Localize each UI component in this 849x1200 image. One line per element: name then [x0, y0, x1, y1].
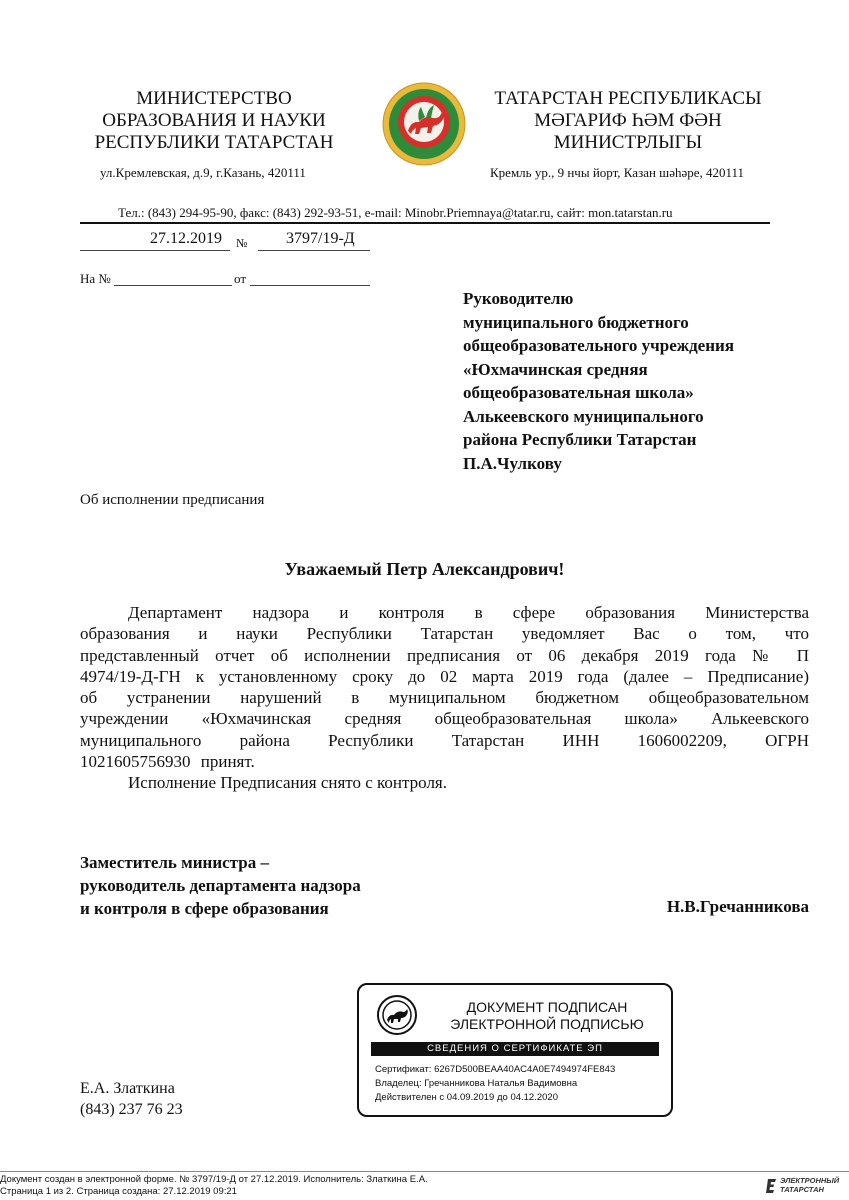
body-line: образования и науки Республики Татарстан уведомляет Вас о том, что	[80, 624, 809, 644]
reply-number-underline	[114, 285, 232, 286]
addressee-line: Алькеевского муниципального	[463, 406, 704, 426]
contacts-line: Тел.: (843) 294-95-90, факс: (843) 292-93-51, e-mail: Minobr.Priemnaya@tatar.ru, сайт: mon.tatarstan.ru	[118, 205, 673, 220]
footer-line: Страница 1 из 2. Страница создана: 27.12.2019 09:21	[0, 1186, 237, 1197]
registration-number: 3797/19-Д	[286, 230, 355, 247]
stamp-title-line: ЭЛЕКТРОННОЙ ПОДПИСЬЮ	[450, 1016, 644, 1032]
body-line: 1021605756930 принят.	[80, 752, 255, 772]
position-line: Заместитель министра –	[80, 853, 269, 872]
position-line: руководитель департамента надзора	[80, 876, 361, 895]
stamp-title	[437, 999, 657, 1033]
header-divider	[80, 222, 770, 224]
address-tt: Кремль ур., 9 нчы йорт, Казан шәһәре, 420111	[490, 165, 745, 180]
reply-prefix: На №	[80, 271, 111, 286]
addressee-line: «Юхмачинская средняя	[463, 359, 648, 379]
ministry-name-ru	[80, 88, 348, 154]
addressee-line: П.А.Чулкову	[463, 453, 562, 473]
executor-name: Е.А. Златкина	[80, 1080, 175, 1097]
executor-phone: (843) 237 76 23	[80, 1101, 183, 1118]
registration-date: 27.12.2019	[150, 230, 222, 247]
letter-body	[80, 602, 809, 794]
body-line: учреждении «Юхмачинская средняя общеобразовательная школа» Алькеевского	[80, 709, 809, 729]
addressee-line: общеобразовательная школа»	[463, 383, 694, 402]
number-underline	[258, 250, 370, 251]
body-line: 4974/19-Д-ГН к установленному сроку до 02 марта 2019 года (далее – Предписание)	[80, 666, 809, 686]
salutation: Уважаемый Петр Александрович!	[284, 559, 565, 579]
ministry-name-ru-line: МИНИСТЕРСТВО	[136, 88, 292, 109]
logo-text	[780, 1177, 839, 1194]
logo-mark-icon	[766, 1178, 778, 1194]
stamp-validity: Действителен с 04.09.2019 до 04.12.2020	[375, 1092, 558, 1103]
signatory-name: Н.В.Гречанникова	[666, 897, 809, 916]
footer-info	[0, 1174, 428, 1198]
body-line: об устранении нарушений в муниципальном бюджетном общеобразовательном	[80, 688, 809, 708]
addressee-line: района Республики Татарстан	[463, 430, 697, 449]
ministry-name-tt-line: ТАТАРСТАН РЕСПУБЛИКАСЫ	[494, 88, 762, 109]
signatory-position	[80, 851, 361, 920]
reply-from: от	[234, 271, 247, 286]
body-line: Департамент надзора и контроля в сфере образования Министерства	[128, 603, 809, 622]
ministry-name-tt	[480, 88, 776, 154]
letter-subject: Об исполнении предписания	[80, 492, 265, 508]
executor-block	[80, 1078, 183, 1120]
logo-line: ТАТАРСТАН	[780, 1184, 824, 1194]
ministry-name-ru-line: ОБРАЗОВАНИЯ И НАУКИ	[102, 110, 326, 131]
address-ru: ул.Кремлевская, д.9, г.Казань, 420111	[100, 165, 306, 180]
footer-line: Документ создан в электронной форме. № 3797/19-Д от 27.12.2019. Исполнитель: Златкина Е.А.	[0, 1174, 428, 1185]
stamp-certificate: Сертификат: 6267D500BEAA40AC4A0E7494974FE843	[375, 1064, 616, 1075]
stamp-banner: СВЕДЕНИЯ О СЕРТИФИКАТЕ ЭП	[371, 1042, 659, 1056]
number-sign: №	[236, 236, 248, 250]
ministry-name-tt-line: МӘГАРИФ ҺӘМ ФӘН	[534, 110, 722, 131]
ministry-name-tt-line: МИНИСТРЛЫГЫ	[553, 132, 703, 153]
ministry-name-ru-line: РЕСПУБЛИКИ ТАТАРСТАН	[94, 132, 334, 153]
body-line: муниципального района Республики Татарстан ИНН 1606002209, ОГРН	[80, 730, 809, 750]
logo-line: ЭЛЕКТРОННЫЙ	[780, 1176, 840, 1185]
date-underline	[80, 250, 230, 251]
body-line: представленный отчет об исполнении предписания от 06 декабря 2019 года № П	[80, 645, 809, 665]
footer-divider	[0, 1171, 849, 1172]
stamp-emblem	[377, 995, 417, 1035]
addressee-block	[463, 287, 734, 475]
tatarstan-emblem	[381, 81, 467, 167]
reply-date-underline	[250, 285, 370, 286]
stamp-title-line: ДОКУМЕНТ ПОДПИСАН	[466, 999, 628, 1015]
addressee-line: муниципального бюджетного	[463, 312, 689, 332]
stamp-owner: Владелец: Гречанникова Наталья Вадимовна	[375, 1078, 578, 1089]
electronic-tatarstan-logo	[766, 1176, 842, 1196]
addressee-line: общеобразовательного учреждения	[463, 336, 735, 355]
position-line: и контроля в сфере образования	[80, 899, 329, 918]
e-signature-stamp	[357, 983, 673, 1117]
addressee-line: Руководителю	[463, 289, 574, 308]
body-closing: Исполнение Предписания снято с контроля.	[128, 773, 447, 793]
